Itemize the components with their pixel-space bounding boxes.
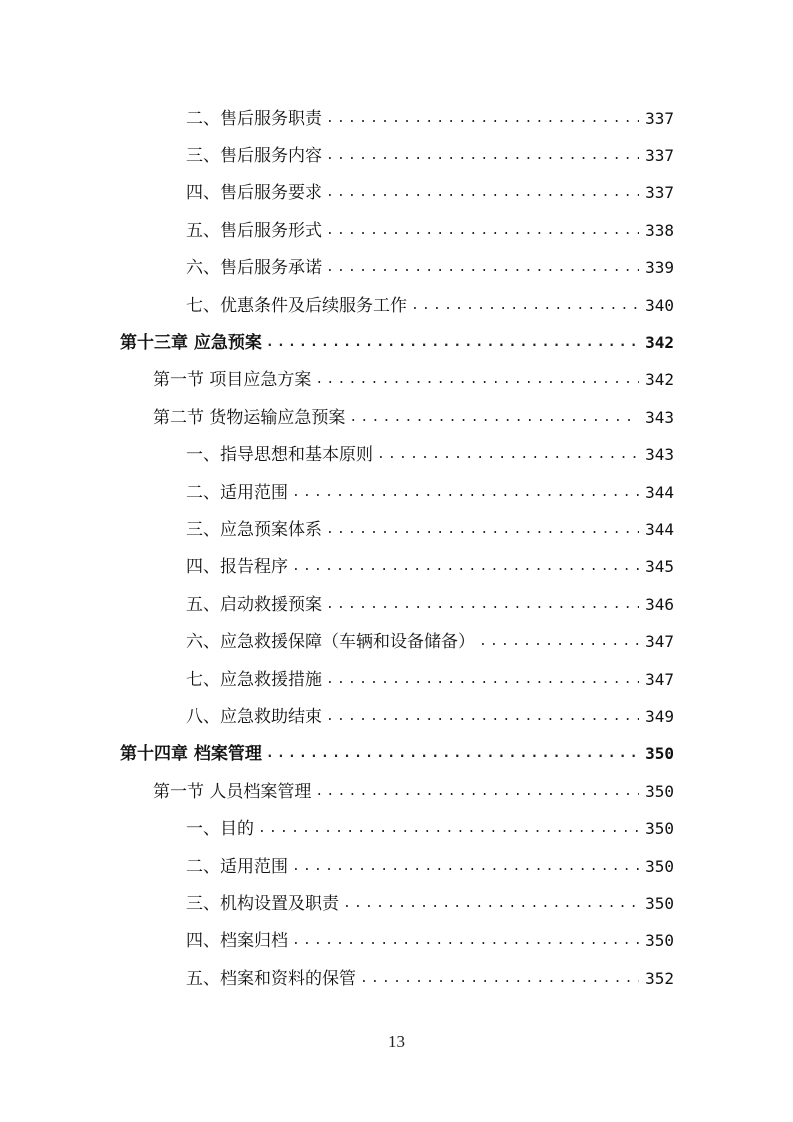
toc-entry-page-number: 338 <box>645 220 674 240</box>
toc-entry-page-number: 350 <box>645 781 674 801</box>
toc-entry-title: 四、售后服务要求 <box>186 183 322 204</box>
toc-dot-leader <box>258 819 639 839</box>
toc-dot-leader <box>326 670 639 690</box>
toc-dot-leader <box>326 707 639 727</box>
toc-dot-leader <box>326 520 639 540</box>
toc-dot-leader <box>292 931 639 951</box>
toc-entry-title: 五、档案和资料的保管 <box>186 968 356 989</box>
toc-dot-leader <box>377 445 639 465</box>
toc-subsection-entry[interactable] <box>0 623 793 660</box>
toc-entry-title: 三、应急预案体系 <box>186 519 322 540</box>
toc-entry-page-number: 350 <box>645 744 674 764</box>
toc-entry-page-number: 337 <box>645 108 674 128</box>
toc-subsection-entry[interactable] <box>0 287 793 324</box>
toc-subsection-entry[interactable] <box>0 923 793 960</box>
toc-entry-title: 第一节 人员档案管理 <box>153 781 312 802</box>
toc-subsection-entry[interactable] <box>0 137 793 174</box>
toc-entry-title: 三、售后服务内容 <box>186 146 322 167</box>
toc-dot-leader <box>292 483 639 503</box>
toc-dot-leader <box>326 258 639 278</box>
toc-entry-page-number: 342 <box>645 333 674 353</box>
toc-entry-title: 三、机构设置及职责 <box>186 893 339 914</box>
toc-entry-page-number: 340 <box>645 295 674 315</box>
toc-entry-page-number: 345 <box>645 557 674 577</box>
toc-section-entry[interactable] <box>0 399 793 436</box>
toc-entry-title: 五、售后服务形式 <box>186 220 322 241</box>
toc-entry-page-number: 350 <box>645 856 674 876</box>
toc-entry-page-number: 344 <box>645 519 674 539</box>
toc-entry-title: 二、适用范围 <box>186 482 288 503</box>
toc-dot-leader <box>360 969 639 989</box>
toc-entry-page-number: 347 <box>645 632 674 652</box>
toc-subsection-entry[interactable] <box>0 885 793 922</box>
toc-subsection-entry[interactable] <box>0 511 793 548</box>
toc-subsection-entry[interactable] <box>0 250 793 287</box>
toc-entry-page-number: 347 <box>645 669 674 689</box>
toc-entry-title: 一、指导思想和基本原则 <box>186 445 373 466</box>
toc-entry-title: 二、售后服务职责 <box>186 108 322 129</box>
toc-section-entry[interactable] <box>0 362 793 399</box>
toc-entry-page-number: 352 <box>645 968 674 988</box>
toc-section-entry[interactable] <box>0 773 793 810</box>
toc-dot-leader <box>326 109 639 129</box>
toc-dot-leader <box>326 595 639 615</box>
toc-dot-leader <box>266 333 639 353</box>
toc-subsection-entry[interactable] <box>0 549 793 586</box>
toc-entry-page-number: 337 <box>645 146 674 166</box>
toc-dot-leader <box>292 857 639 877</box>
toc-entry-title: 第十三章 应急预案 <box>120 333 262 354</box>
toc-entry-page-number: 350 <box>645 819 674 839</box>
toc-entry-page-number: 349 <box>645 706 674 726</box>
toc-subsection-entry[interactable] <box>0 848 793 885</box>
toc-dot-leader <box>349 408 639 428</box>
toc-entry-title: 第二节 货物运输应急预案 <box>153 407 346 428</box>
toc-entry-page-number: 343 <box>645 445 674 465</box>
toc-dot-leader <box>479 632 639 652</box>
toc-entry-title: 二、适用范围 <box>186 856 288 877</box>
toc-entry-page-number: 339 <box>645 258 674 278</box>
toc-entry-page-number: 344 <box>645 482 674 502</box>
toc-entry-page-number: 343 <box>645 407 674 427</box>
toc-subsection-entry[interactable] <box>0 960 793 997</box>
table-of-contents <box>0 100 793 997</box>
toc-entry-title: 第十四章 档案管理 <box>120 744 262 765</box>
toc-dot-leader <box>266 744 639 764</box>
toc-dot-leader <box>326 183 639 203</box>
toc-subsection-entry[interactable] <box>0 586 793 623</box>
page-number: 13 <box>388 1032 405 1051</box>
toc-entry-title: 六、应急救援保障（车辆和设备储备） <box>186 632 475 653</box>
toc-subsection-entry[interactable] <box>0 212 793 249</box>
toc-entry-title: 四、报告程序 <box>186 557 288 578</box>
toc-entry-title: 第一节 项目应急方案 <box>153 370 312 391</box>
toc-subsection-entry[interactable] <box>0 810 793 847</box>
toc-dot-leader <box>315 782 639 802</box>
toc-subsection-entry[interactable] <box>0 100 793 137</box>
toc-entry-page-number: 337 <box>645 183 674 203</box>
toc-entry-page-number: 342 <box>645 370 674 390</box>
toc-subsection-entry[interactable] <box>0 661 793 698</box>
toc-entry-title: 七、应急救援措施 <box>186 669 322 690</box>
toc-entry-title: 七、优惠条件及后续服务工作 <box>186 295 407 316</box>
toc-entry-page-number: 346 <box>645 594 674 614</box>
toc-entry-title: 一、目的 <box>186 819 254 840</box>
toc-subsection-entry[interactable] <box>0 437 793 474</box>
toc-entry-title: 五、启动救援预案 <box>186 594 322 615</box>
toc-dot-leader <box>326 146 639 166</box>
toc-dot-leader <box>315 370 639 390</box>
toc-dot-leader <box>326 221 639 241</box>
toc-entry-title: 四、档案归档 <box>186 931 288 952</box>
toc-dot-leader <box>292 557 639 577</box>
toc-chapter-entry[interactable] <box>0 324 793 361</box>
toc-dot-leader <box>411 296 639 316</box>
toc-entry-page-number: 350 <box>645 893 674 913</box>
toc-chapter-entry[interactable] <box>0 736 793 773</box>
toc-subsection-entry[interactable] <box>0 698 793 735</box>
toc-subsection-entry[interactable] <box>0 175 793 212</box>
toc-entry-title: 六、售后服务承诺 <box>186 258 322 279</box>
toc-entry-title: 八、应急救助结束 <box>186 706 322 727</box>
toc-dot-leader <box>343 894 639 914</box>
toc-entry-page-number: 350 <box>645 931 674 951</box>
toc-subsection-entry[interactable] <box>0 474 793 511</box>
